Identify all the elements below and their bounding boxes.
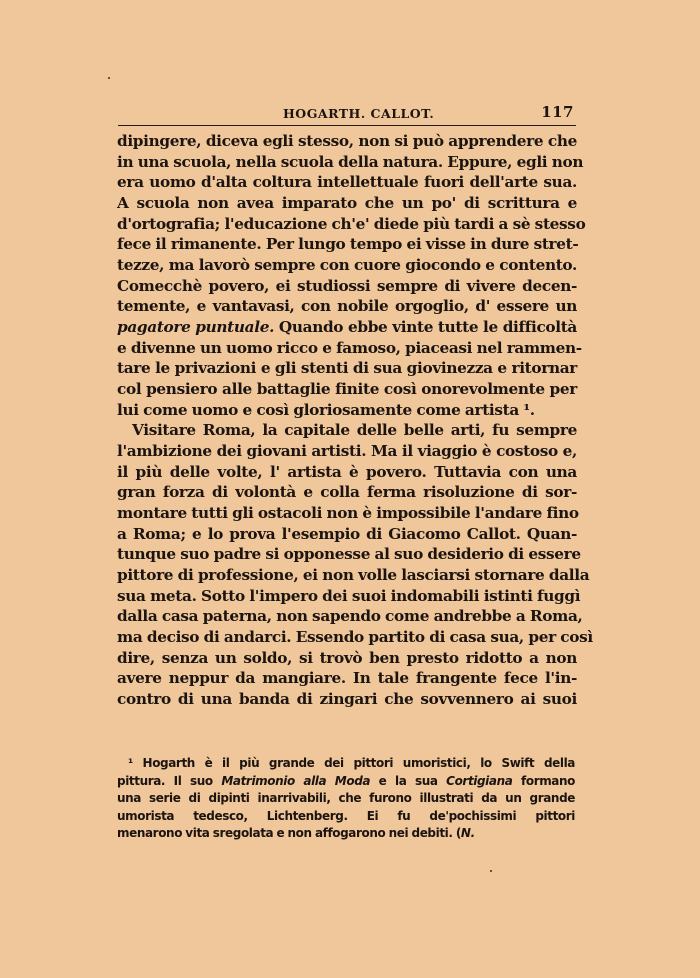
italic-phrase: pagatore puntuale.: [117, 318, 275, 337]
footnote-line: [117, 773, 575, 791]
text-line: pittore di professione, ei non volle lasciarsi stornare dalla: [117, 566, 590, 585]
footnote: [117, 755, 575, 843]
text-line: gran forza di volontà e colla ferma risoluzione di sor-: [117, 483, 577, 502]
text-line: tezze, ma lavorò sempre con cuore giocondo e contento.: [117, 256, 577, 275]
footnote-line: una serie di dipinti inarrivabili, che furono illustrati da un grande: [117, 791, 575, 806]
text-run: formano: [512, 773, 575, 788]
text-line: d'ortografia; l'educazione ch'e' diede più tardi a sè stesso: [117, 214, 586, 233]
text-line: sua meta. Sotto l'impero dei suoi indomabili istinti fuggì: [117, 586, 581, 605]
text-line: tunque suo padre si opponesse al suo desiderio di essere: [117, 545, 581, 564]
text-line: A scuola non avea imparato che un po' di scrittura e: [117, 194, 577, 213]
speck: [108, 77, 110, 79]
text-line: dipingere, diceva egli stesso, non si può apprendere che: [117, 132, 577, 150]
page-number: 117: [541, 103, 574, 121]
text-line: tare le privazioni e gli stenti di sua giovinezza e ritornar: [117, 359, 577, 378]
text-line: era uomo d'alta coltura intellettuale fuori dell'arte sua.: [117, 173, 577, 192]
text-line: dalla casa paterna, non sapendo come andrebbe a Roma,: [117, 607, 583, 626]
text-line: il più delle volte, l' artista è povero. Tuttavia con una: [117, 462, 577, 481]
text-run: Quando ebbe vinte tutte le difficoltà: [274, 318, 577, 337]
footnote-line: [117, 825, 575, 843]
body-text: [117, 131, 593, 710]
footnote-line: umorista tedesco, Lichtenberg. Ei fu de'pochissimi pittori: [117, 808, 575, 823]
text-line: dire, senza un soldo, si trovò ben presto ridotto a non: [117, 648, 577, 667]
text-run: e la sua: [370, 773, 447, 788]
text-line: avere neppur da mangiare. In tale frangente fece l'in-: [117, 669, 577, 688]
text-line: in una scuola, nella scuola della natura. Eppure, egli non: [117, 152, 584, 171]
italic-signature: N.: [460, 826, 475, 841]
header-rule: [118, 125, 576, 126]
text-run: menarono vita sregolata e non affogarono nei debiti. (: [117, 826, 461, 841]
text-line: Comecchè povero, ei studiossi sempre di vivere decen-: [117, 276, 577, 295]
italic-title: Cortigiana: [446, 773, 513, 788]
text-line: lui come uomo e così gloriosamente come artista ¹.: [117, 400, 535, 419]
text-line: a Roma; e lo prova l'esempio di Giacomo Callot. Quan-: [117, 524, 577, 543]
text-line: col pensiero alle battaglie finite così onorevolmente per: [117, 380, 577, 399]
italic-title: Matrimonio alla Moda: [221, 773, 371, 788]
running-title: HOGARTH. CALLOT.: [283, 106, 435, 121]
text-line: Visitare Roma, la capitale delle belle arti, fu sempre: [132, 421, 577, 440]
text-run: pittura. Il suo: [117, 773, 222, 788]
text-line: l'ambizione dei giovani artisti. Ma il viaggio è costoso e,: [117, 442, 577, 461]
text-line: temente, e vantavasi, con nobile orgoglio, d' essere un: [117, 297, 577, 316]
text-line: e divenne un uomo ricco e famoso, piaceasi nel rammen-: [117, 338, 582, 357]
running-head: [118, 103, 576, 123]
text-line: fece il rimanente. Per lungo tempo ei visse in dure stret-: [117, 235, 579, 254]
text-line: [117, 317, 577, 338]
text-line: contro di una banda di zingari che sovvennero ai suoi: [117, 690, 577, 709]
footnote-line: ¹ Hogarth è il più grande dei pittori umoristici, lo Swift della: [128, 756, 575, 770]
text-line: montare tutti gli ostacoli non è impossibile l'andare fino: [117, 504, 579, 523]
text-line: ma deciso di andarci. Essendo partito di casa sua, per così: [117, 628, 593, 647]
speck: [490, 870, 492, 872]
